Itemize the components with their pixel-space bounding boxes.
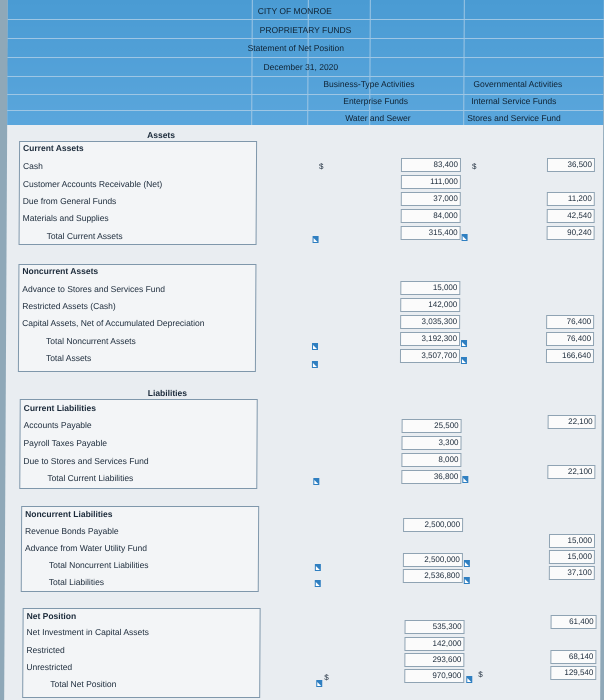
dropdown-marker-icon[interactable]	[462, 476, 468, 483]
current-liabilities-title: Current Liabilities	[23, 403, 96, 413]
dropdown-marker-icon[interactable]	[312, 343, 318, 350]
row-label: Materials and Supplies	[22, 213, 109, 223]
water-cell[interactable]: 83,400	[401, 158, 461, 172]
stores-cell[interactable]: 15,000	[549, 534, 595, 548]
dropdown-marker-icon[interactable]	[315, 580, 321, 587]
statement-title: Statement of Net Position	[247, 43, 344, 53]
water-cell[interactable]: 2,500,000	[403, 553, 463, 567]
water-cell[interactable]: 293,600	[404, 653, 464, 667]
row-label: Revenue Bonds Payable	[25, 526, 119, 536]
row-label: Payroll Taxes Payable	[23, 438, 108, 448]
row-label: Due to Stores and Services Fund	[23, 456, 149, 466]
dropdown-marker-icon[interactable]	[462, 234, 468, 241]
row-label: Advance to Stores and Services Fund	[22, 284, 166, 294]
water-cell[interactable]: 37,000	[401, 192, 461, 206]
dollar-sign: $	[324, 673, 329, 682]
row-label: Cash	[22, 161, 43, 171]
stores-cell[interactable]: 42,540	[547, 209, 595, 223]
col2-header-1: Governmental Activities	[473, 79, 563, 89]
row-label: Total Assets	[45, 353, 92, 363]
dropdown-marker-icon[interactable]	[461, 340, 467, 347]
dropdown-marker-icon[interactable]	[313, 236, 319, 243]
current-assets-title: Current Assets	[23, 143, 84, 153]
water-cell[interactable]: 970,900	[404, 669, 464, 683]
stores-cell[interactable]: 166,640	[546, 349, 594, 363]
stores-cell[interactable]: 61,400	[551, 615, 597, 629]
row-label: Capital Assets, Net of Accumulated Depreciation	[22, 318, 205, 328]
water-cell[interactable]: 84,000	[401, 209, 461, 223]
water-cell[interactable]: 3,507,700	[400, 349, 460, 363]
stores-cell[interactable]: 76,400	[546, 315, 594, 329]
liabilities-title: Liabilities	[147, 388, 188, 398]
row-label: Restricted	[26, 645, 65, 655]
water-cell[interactable]: 3,192,300	[400, 332, 460, 346]
water-cell[interactable]: 142,000	[400, 298, 460, 312]
row-label: Accounts Payable	[23, 420, 92, 430]
row-label: Unrestricted	[26, 662, 73, 672]
dropdown-marker-icon[interactable]	[466, 676, 472, 683]
noncurrent-liabilities-title: Noncurrent Liabilities	[25, 509, 113, 519]
stores-cell[interactable]: 129,540	[550, 666, 596, 680]
water-cell[interactable]: 142,000	[404, 637, 464, 651]
stores-cell[interactable]: 22,100	[548, 415, 596, 429]
row-label: Total Noncurrent Liabilities	[48, 560, 149, 570]
row-label: Due from General Funds	[22, 196, 117, 206]
col2-header-3: Stores and Service Fund	[467, 113, 561, 123]
row-label: Total Noncurrent Assets	[46, 336, 136, 346]
row-label: Restricted Assets (Cash)	[22, 301, 116, 311]
city-name: CITY OF MONROE	[257, 6, 332, 16]
dollar-sign: $	[471, 162, 477, 171]
row-label: Net Investment in Capital Assets	[26, 627, 149, 637]
current-assets-box	[19, 141, 258, 245]
water-cell[interactable]: 8,000	[401, 453, 461, 467]
water-cell[interactable]: 111,000	[401, 175, 461, 189]
row-label: Total Liabilities	[48, 577, 105, 587]
water-cell[interactable]: 3,300	[401, 436, 461, 450]
water-cell[interactable]: 36,800	[401, 470, 461, 484]
stores-cell[interactable]: 11,200	[547, 192, 595, 206]
water-cell[interactable]: 2,536,800	[403, 569, 463, 583]
col1-header-1: Business-Type Activities	[323, 79, 415, 89]
stores-cell[interactable]: 22,100	[547, 465, 595, 479]
dropdown-marker-icon[interactable]	[464, 560, 470, 567]
water-cell[interactable]: 2,500,000	[403, 518, 463, 532]
water-cell[interactable]: 535,300	[405, 620, 465, 634]
dropdown-marker-icon[interactable]	[464, 577, 470, 584]
stores-cell[interactable]: 37,100	[549, 566, 595, 580]
stores-cell[interactable]: 90,240	[547, 226, 595, 240]
statement-sheet	[4, 0, 604, 700]
row-label: Advance from Water Utility Fund	[24, 543, 148, 553]
water-cell[interactable]: 3,035,300	[400, 315, 460, 329]
row-label: Total Current Assets	[46, 231, 123, 241]
stores-cell[interactable]: 76,400	[546, 332, 594, 346]
dropdown-marker-icon[interactable]	[316, 680, 322, 687]
dollar-sign: $	[478, 670, 483, 679]
water-cell[interactable]: 25,500	[402, 419, 462, 433]
row-label: Customer Accounts Receivable (Net)	[22, 179, 163, 189]
col2-header-2: Internal Service Funds	[471, 96, 557, 106]
assets-title: Assets	[147, 130, 176, 140]
stores-cell[interactable]: 15,000	[549, 550, 595, 564]
dropdown-marker-icon[interactable]	[461, 357, 467, 364]
col1-header-3: Water and Sewer	[345, 113, 411, 123]
col1-header-2: Enterprise Funds	[343, 96, 409, 106]
noncurrent-assets-title: Noncurrent Assets	[22, 266, 99, 276]
dropdown-marker-icon[interactable]	[313, 478, 319, 485]
dropdown-marker-icon[interactable]	[312, 361, 318, 368]
net-position-title: Net Position	[26, 611, 77, 621]
dropdown-marker-icon[interactable]	[315, 564, 321, 571]
fund-type: PROPRIETARY FUNDS	[259, 25, 352, 35]
water-cell[interactable]: 15,000	[400, 281, 460, 295]
dollar-sign: $	[318, 162, 324, 171]
water-cell[interactable]: 315,400	[401, 226, 461, 240]
row-label: Total Net Position	[50, 679, 117, 689]
stores-cell[interactable]: 68,140	[550, 650, 596, 664]
row-label: Total Current Liabilities	[47, 473, 134, 483]
statement-date: December 31, 2020	[263, 62, 339, 72]
stores-cell[interactable]: 36,500	[547, 158, 595, 172]
